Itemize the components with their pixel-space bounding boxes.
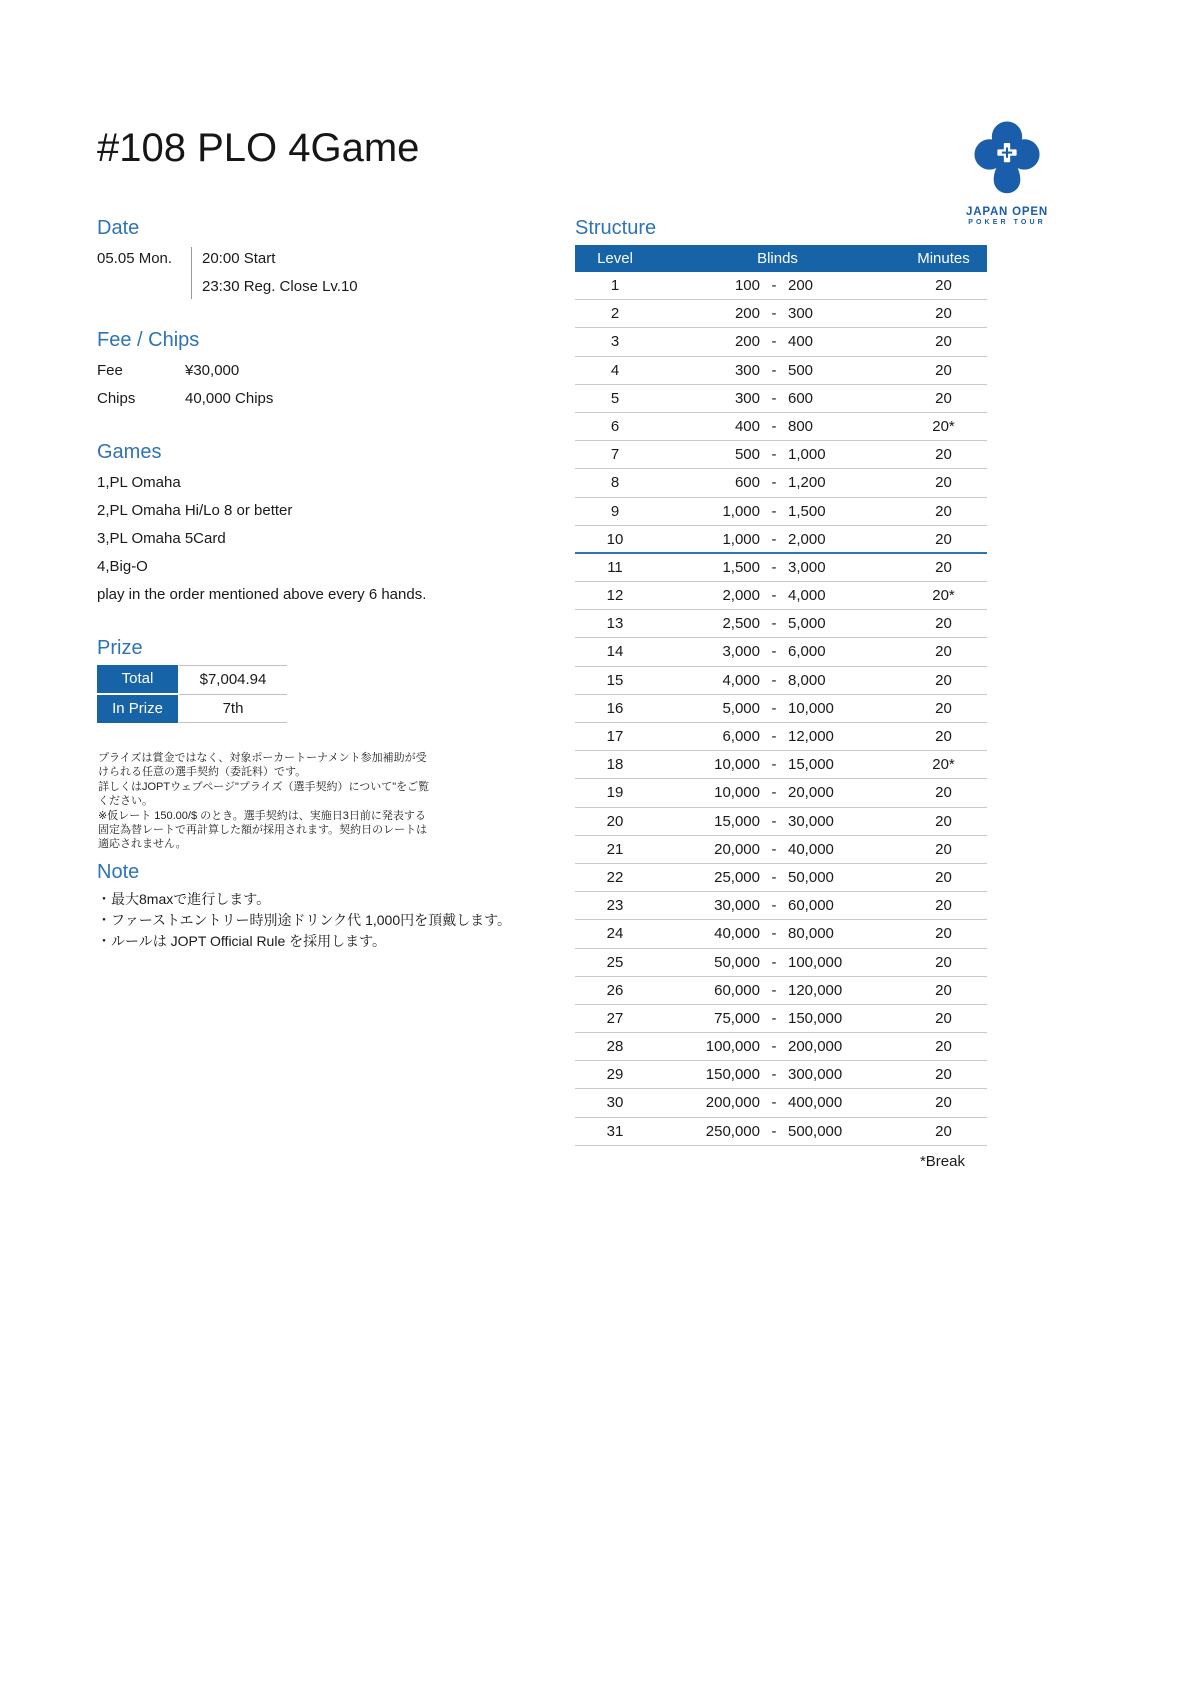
structure-row (575, 300, 987, 328)
level-cell: 16 (606, 699, 624, 717)
minutes-cell: 20* (932, 417, 955, 435)
minutes-cell: 20* (932, 756, 955, 774)
level-cell: 3 (610, 333, 620, 351)
fee-chips-section (97, 329, 273, 413)
structure-row (575, 920, 987, 948)
level-cell: 22 (606, 868, 624, 886)
game-item: 2,PL Omaha Hi/Lo 8 or better (97, 502, 293, 519)
structure-row (575, 779, 987, 807)
blinds-cell (655, 1118, 900, 1145)
note-section (97, 861, 577, 952)
blinds-dash: - (771, 1038, 777, 1056)
game-item: 1,PL Omaha (97, 474, 181, 491)
blinds-dash: - (771, 277, 777, 294)
structure-row (575, 554, 987, 582)
structure-heading: Structure (575, 217, 657, 239)
big-blind: 500 (788, 361, 814, 379)
date-time-line: 23:30 Reg. Close Lv.10 (202, 278, 358, 295)
blinds-dash: - (771, 558, 777, 576)
big-blind: 1,200 (788, 474, 826, 492)
fee-chips-value: ¥30,000 (185, 362, 240, 379)
minutes-cell: 20 (935, 474, 952, 492)
blinds-dash: - (771, 981, 777, 999)
prize-table (97, 665, 287, 723)
big-blind: 600 (788, 389, 814, 407)
blinds-cell (655, 920, 900, 947)
blinds-cell (655, 357, 900, 384)
blinds-cell (655, 892, 900, 919)
minutes-cell: 20 (935, 333, 952, 351)
blinds-cell (655, 949, 900, 976)
minutes-cell: 20 (935, 953, 952, 971)
big-blind: 200 (788, 277, 814, 294)
blinds-dash: - (771, 1122, 777, 1140)
prize-heading: Prize (97, 637, 143, 659)
small-blind: 100 (734, 277, 760, 294)
prize-row (97, 665, 287, 695)
big-blind: 500,000 (788, 1122, 843, 1140)
structure-row (575, 695, 987, 723)
blinds-cell (655, 977, 900, 1004)
prize-row (97, 695, 287, 723)
blinds-cell (655, 300, 900, 327)
small-blind: 200,000 (705, 1094, 760, 1112)
blinds-cell (655, 413, 900, 440)
structure-row (575, 723, 987, 751)
blinds-cell (655, 582, 900, 609)
minutes-cell: 20 (935, 1038, 952, 1056)
fee-chips-label: Fee (97, 362, 123, 379)
blinds-cell (655, 723, 900, 750)
big-blind: 6,000 (788, 643, 826, 661)
level-cell: 29 (606, 1066, 624, 1084)
big-blind: 400,000 (788, 1094, 843, 1112)
minutes-cell: 20 (935, 868, 952, 886)
prize-value: $7,004.94 (179, 665, 287, 695)
minutes-cell: 20* (932, 587, 955, 605)
games-list (97, 469, 426, 609)
minutes-cell: 20 (935, 558, 952, 576)
blinds-cell (655, 554, 900, 581)
logo-text-poker-tour: POKER TOUR (968, 219, 1046, 226)
note-item: ・ファーストエントリー時別途ドリンク代 1,000円を頂戴します。 (97, 912, 511, 928)
blinds-dash: - (771, 474, 777, 492)
minutes-cell: 20 (935, 277, 952, 294)
blinds-dash: - (771, 953, 777, 971)
structure-row (575, 1005, 987, 1033)
blinds-cell (655, 695, 900, 722)
big-blind: 15,000 (788, 756, 834, 774)
date-day: 05.05 Mon. (97, 250, 173, 267)
blinds-cell (655, 498, 900, 525)
blinds-cell (655, 667, 900, 694)
header-minutes: Minutes (917, 250, 970, 267)
small-blind: 25,000 (714, 868, 760, 886)
big-blind: 2,000 (788, 530, 826, 548)
structure-row (575, 864, 987, 892)
minutes-cell: 20 (935, 897, 952, 915)
big-blind: 30,000 (788, 812, 834, 830)
header-level: Level (597, 250, 633, 267)
blinds-dash: - (771, 389, 777, 407)
blinds-cell (655, 1061, 900, 1088)
structure-row (575, 272, 987, 300)
minutes-cell: 20 (935, 446, 952, 464)
page-title: #108 PLO 4Game (97, 126, 420, 170)
structure-row (575, 1089, 987, 1117)
small-blind: 400 (734, 417, 760, 435)
minutes-cell: 20 (935, 1094, 952, 1112)
level-cell: 6 (610, 417, 620, 435)
date-table (97, 245, 358, 301)
small-blind: 30,000 (714, 897, 760, 915)
blinds-dash: - (771, 446, 777, 464)
blinds-dash: - (771, 361, 777, 379)
minutes-cell: 20 (935, 615, 952, 633)
structure-row (575, 469, 987, 497)
minutes-cell: 20 (935, 1009, 952, 1027)
structure-row (575, 751, 987, 779)
small-blind: 300 (734, 361, 760, 379)
prize-section (97, 637, 287, 723)
clover-club-icon (970, 116, 1044, 204)
blinds-dash: - (771, 699, 777, 717)
small-blind: 6,000 (722, 728, 760, 745)
fee-chips-label: Chips (97, 390, 136, 407)
blinds-dash: - (771, 784, 777, 802)
date-divider (191, 247, 192, 299)
level-cell: 8 (610, 474, 620, 492)
structure-row (575, 610, 987, 638)
games-heading: Games (97, 441, 162, 463)
minutes-cell: 20 (935, 530, 952, 548)
blinds-cell (655, 469, 900, 496)
small-blind: 60,000 (714, 981, 760, 999)
structure-row (575, 526, 987, 554)
small-blind: 2,500 (722, 615, 760, 633)
small-blind: 150,000 (705, 1066, 760, 1084)
prize-disclaimer-line: プライズは賞金ではなく、対象ポーカートーナメント参加補助が受けられる任意の選手契約（委託料）です。 (98, 752, 427, 779)
small-blind: 250,000 (705, 1122, 760, 1140)
blinds-dash: - (771, 1066, 777, 1084)
big-blind: 200,000 (788, 1038, 843, 1056)
blinds-dash: - (771, 671, 777, 689)
note-item: ・ルールは JOPT Official Rule を採用します。 (97, 933, 387, 949)
level-cell: 26 (606, 981, 624, 999)
blinds-cell (655, 779, 900, 806)
fee-chips-heading: Fee / Chips (97, 329, 200, 351)
blinds-cell (655, 1005, 900, 1032)
game-item: 3,PL Omaha 5Card (97, 530, 226, 547)
minutes-cell: 20 (935, 1122, 952, 1140)
structure-row (575, 1033, 987, 1061)
blinds-cell (655, 808, 900, 835)
level-cell: 19 (606, 784, 624, 802)
blinds-cell (655, 385, 900, 412)
blinds-cell (655, 1089, 900, 1116)
big-blind: 40,000 (788, 840, 834, 858)
blinds-cell (655, 1033, 900, 1060)
big-blind: 800 (788, 417, 814, 435)
prize-disclaimer-line: ※仮レート 150.00/$ のとき。選手契約は、実施日3日前に発表する固定為替レートで再計算した額が採用されます。契約日のレートは適応されません。 (98, 809, 428, 851)
minutes-cell: 20 (935, 502, 952, 520)
minutes-cell: 20 (935, 812, 952, 830)
games-section (97, 441, 426, 609)
small-blind: 600 (734, 474, 760, 492)
big-blind: 1,500 (788, 502, 826, 520)
level-cell: 27 (606, 1009, 624, 1027)
big-blind: 400 (788, 333, 814, 351)
big-blind: 5,000 (788, 615, 826, 633)
big-blind: 50,000 (788, 868, 834, 886)
structure-row (575, 1118, 987, 1146)
small-blind: 75,000 (714, 1009, 760, 1027)
structure-row (575, 441, 987, 469)
small-blind: 100,000 (705, 1038, 760, 1056)
blinds-cell (655, 328, 900, 355)
level-cell: 9 (610, 502, 620, 520)
prize-disclaimer-line: 詳しくはJOPTウェブページ"プライズ（選手契約）について"をご覧ください。 (98, 780, 430, 808)
small-blind: 4,000 (722, 671, 760, 689)
blinds-cell (655, 751, 900, 778)
big-blind: 4,000 (788, 587, 826, 605)
minutes-cell: 20 (935, 728, 952, 745)
level-cell: 17 (606, 728, 624, 745)
small-blind: 500 (734, 446, 760, 464)
structure-row (575, 808, 987, 836)
blinds-dash: - (771, 615, 777, 633)
big-blind: 150,000 (788, 1009, 843, 1027)
structure-row (575, 836, 987, 864)
structure-table-header (575, 245, 987, 272)
structure-row (575, 949, 987, 977)
level-cell: 28 (606, 1038, 624, 1056)
fee-chips-value: 40,000 Chips (185, 390, 274, 407)
level-cell: 10 (606, 530, 624, 548)
blinds-dash: - (771, 587, 777, 605)
blinds-dash: - (771, 897, 777, 915)
break-note: *Break (919, 1152, 965, 1170)
blinds-dash: - (771, 812, 777, 830)
level-cell: 14 (606, 643, 624, 661)
date-time-line: 20:00 Start (202, 250, 276, 267)
minutes-cell: 20 (935, 840, 952, 858)
level-cell: 15 (606, 671, 624, 689)
prize-label: In Prize (97, 695, 178, 723)
prize-label: Total (97, 665, 178, 695)
blinds-cell (655, 441, 900, 468)
small-blind: 2,000 (722, 587, 760, 605)
small-blind: 200 (734, 305, 760, 323)
big-blind: 120,000 (788, 981, 843, 999)
big-blind: 60,000 (788, 897, 834, 915)
small-blind: 40,000 (714, 925, 760, 943)
small-blind: 3,000 (722, 643, 760, 661)
level-cell: 20 (606, 812, 624, 830)
blinds-dash: - (771, 502, 777, 520)
blinds-cell (655, 864, 900, 891)
blinds-cell (655, 272, 900, 299)
minutes-cell: 20 (935, 389, 952, 407)
level-cell: 1 (610, 277, 620, 294)
note-list (97, 889, 577, 952)
blinds-cell (655, 610, 900, 637)
level-cell: 2 (610, 305, 620, 323)
big-blind: 3,000 (788, 558, 826, 576)
blinds-dash: - (771, 728, 777, 745)
level-cell: 12 (606, 587, 624, 605)
level-cell: 13 (606, 615, 624, 633)
fee-chips-rows (97, 357, 273, 413)
structure-row (575, 1061, 987, 1089)
minutes-cell: 20 (935, 981, 952, 999)
logo-text-japan-open: JAPAN OPEN (966, 206, 1048, 218)
structure-row (575, 328, 987, 356)
blinds-dash: - (771, 643, 777, 661)
blinds-dash: - (771, 756, 777, 774)
jopt-logo (961, 116, 1053, 226)
small-blind: 15,000 (714, 812, 760, 830)
big-blind: 20,000 (788, 784, 834, 802)
level-cell: 31 (606, 1122, 624, 1140)
note-item: ・最大8maxで進行します。 (97, 891, 271, 907)
small-blind: 50,000 (714, 953, 760, 971)
minutes-cell: 20 (935, 305, 952, 323)
blinds-dash: - (771, 925, 777, 943)
structure-row (575, 582, 987, 610)
minutes-cell: 20 (935, 925, 952, 943)
date-heading: Date (97, 217, 140, 239)
minutes-cell: 20 (935, 1066, 952, 1084)
level-cell: 21 (606, 840, 624, 858)
blinds-dash: - (771, 305, 777, 323)
minutes-cell: 20 (935, 361, 952, 379)
structure-row (575, 977, 987, 1005)
minutes-cell: 20 (935, 784, 952, 802)
small-blind: 200 (734, 333, 760, 351)
level-cell: 11 (607, 558, 623, 576)
level-cell: 24 (606, 925, 624, 943)
blinds-dash: - (771, 333, 777, 351)
game-item: 4,Big-O (97, 558, 148, 575)
structure-row (575, 413, 987, 441)
minutes-cell: 20 (935, 671, 952, 689)
fee-chips-row (97, 357, 273, 385)
date-section (97, 217, 358, 301)
small-blind: 1,000 (722, 502, 760, 520)
blinds-cell (655, 638, 900, 665)
small-blind: 20,000 (714, 840, 760, 858)
small-blind: 300 (734, 389, 760, 407)
blinds-dash: - (771, 1009, 777, 1027)
blinds-dash: - (771, 1094, 777, 1112)
big-blind: 80,000 (788, 925, 834, 943)
level-cell: 25 (606, 953, 624, 971)
structure-row (575, 385, 987, 413)
small-blind: 1,000 (722, 530, 760, 548)
level-cell: 5 (610, 389, 620, 407)
structure-row (575, 498, 987, 526)
fee-chips-row (97, 385, 273, 413)
structure-row (575, 892, 987, 920)
prize-value: 7th (179, 695, 287, 723)
small-blind: 10,000 (714, 756, 760, 774)
minutes-cell: 20 (935, 643, 952, 661)
blinds-dash: - (771, 840, 777, 858)
header-blinds: Blinds (757, 250, 798, 267)
date-times (202, 245, 358, 301)
big-blind: 100,000 (788, 953, 843, 971)
blinds-dash: - (771, 530, 777, 548)
minutes-cell: 20 (935, 699, 952, 717)
game-item: play in the order mentioned above every 6 hands. (97, 586, 427, 603)
blinds-dash: - (771, 417, 777, 435)
level-cell: 23 (606, 897, 624, 915)
level-cell: 18 (606, 756, 624, 774)
big-blind: 300 (788, 305, 814, 323)
note-heading: Note (97, 861, 140, 883)
small-blind: 5,000 (722, 699, 760, 717)
structure-table-body (575, 272, 987, 1146)
structure-row (575, 667, 987, 695)
blinds-cell (655, 836, 900, 863)
level-cell: 30 (606, 1094, 624, 1112)
structure-section (575, 217, 987, 1175)
big-blind: 8,000 (788, 671, 826, 689)
structure-row (575, 638, 987, 666)
level-cell: 4 (610, 361, 620, 379)
blinds-dash: - (771, 868, 777, 886)
small-blind: 1,500 (722, 558, 760, 576)
blinds-cell (655, 526, 900, 552)
structure-row (575, 357, 987, 385)
prize-disclaimer (98, 751, 432, 852)
level-cell: 7 (610, 446, 620, 464)
big-blind: 1,000 (788, 446, 826, 464)
small-blind: 10,000 (714, 784, 760, 802)
big-blind: 12,000 (788, 728, 834, 745)
big-blind: 300,000 (788, 1066, 843, 1084)
big-blind: 10,000 (788, 699, 834, 717)
